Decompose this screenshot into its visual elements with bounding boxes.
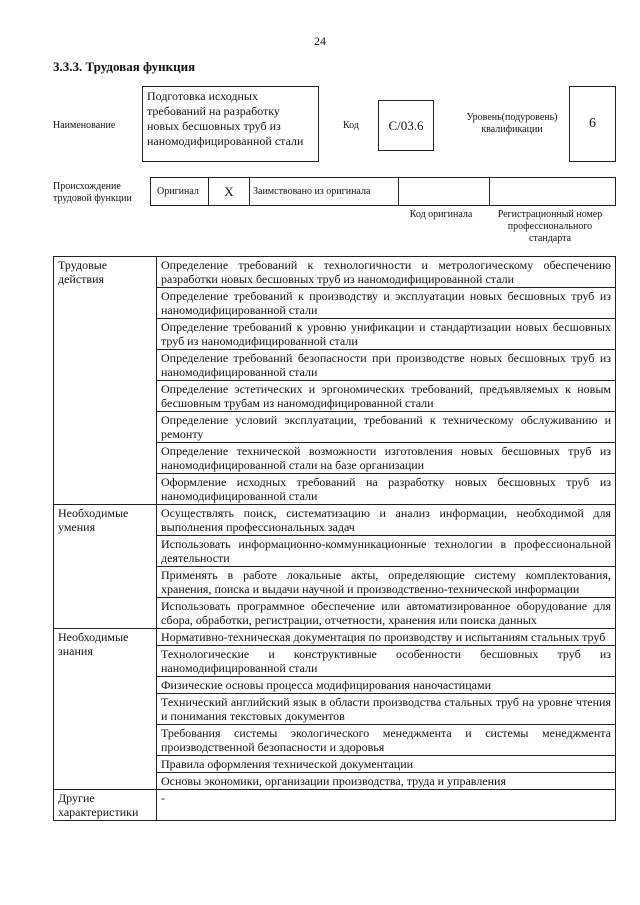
origin-label: Происхождение трудовой функции [53, 181, 132, 204]
table-cell: Определение условий эксплуатации, требований к техническому обслуживанию и ремонту [157, 412, 616, 443]
name-label: Наименование [53, 120, 116, 131]
section-title: 3.3.3. Трудовая функция [53, 59, 196, 74]
origin-row [150, 177, 616, 206]
function-table [53, 256, 616, 821]
section-title-cell: Трудовые действия [54, 257, 157, 505]
function-name-value: Подготовка исходных требований на разработку новых бесшовных труб из наномодифицированной стали [147, 89, 304, 148]
reg-number-caption: Регистрационный номер профессионального стандарта [497, 209, 603, 244]
code-original-cell [399, 178, 490, 205]
table-cell: Требования системы экологического менеджмента и системы менеджмента производственной безопасности и здоровья [157, 725, 616, 756]
level-label: Уровень(подуровень) квалификации [466, 112, 558, 135]
table-row [54, 505, 616, 536]
table-row [54, 629, 616, 646]
section-title-cell: Необходимые знания [54, 629, 157, 790]
table-cell: Физические основы процесса модифицирования наночастицами [157, 677, 616, 694]
section-title-cell: Другие характеристики [54, 790, 157, 821]
table-cell: Определение технической возможности изготовления новых бесшовных труб из наномодифицированной стали на базе организации [157, 443, 616, 474]
page-number: 24 [314, 34, 326, 48]
table-cell: Применять в работе локальные акты, определяющие систему комплектования, хранения, поиска и выдачи научной и производственно-технической информации [157, 567, 616, 598]
level-box [569, 86, 616, 162]
table-cell: Использовать программное обеспечение или автоматизированное оборудование для сбора, обработки, регистрации, отчетности, хранения или поиска данных [157, 598, 616, 629]
table-cell: - [157, 790, 616, 821]
level-value: 6 [589, 116, 596, 131]
code-label: Код [343, 120, 359, 131]
table-cell: Определение эстетических и эргономических требований, предъявляемых к новым бесшовным трубам из наномодифицированной стали [157, 381, 616, 412]
table-cell: Технический английский язык в области производства стальных труб на уровне чтения и понимания текстовых документов [157, 694, 616, 725]
table-cell: Технологические и конструктивные особенности бесшовных труб из наномодифицированной стали [157, 646, 616, 677]
table-cell: Определение требований безопасности при производстве новых бесшовных труб из наномодифицированной стали [157, 350, 616, 381]
borrowed-label: Заимствовано из оригинала [253, 185, 371, 197]
original-label: Оригинал [157, 185, 199, 197]
section-title-cell: Необходимые умения [54, 505, 157, 629]
code-value: C/03.6 [388, 117, 424, 133]
table-cell: Основы экономики, организации производства, труда и управления [157, 773, 616, 790]
table-cell: Определение требований к уровню унификации и стандартизации новых бесшовных труб из наномодифицированной стали [157, 319, 616, 350]
reg-number-cell [489, 178, 615, 205]
table-cell: Использовать информационно-коммуникационные технологии в профессиональной деятельности [157, 536, 616, 567]
table-cell: Правила оформления технической документации [157, 756, 616, 773]
function-name-box [142, 86, 319, 162]
table-cell: Определение требований к технологичности и метрологическому обеспечению разработки новых бесшовных труб из наномодифицированной стали [157, 257, 616, 288]
table-row [54, 257, 616, 288]
table-cell: Осуществлять поиск, систематизацию и анализ информации, необходимой для выполнения профессиональных задач [157, 505, 616, 536]
table-row [54, 790, 616, 821]
code-original-caption: Код оригинала [409, 209, 473, 220]
table-cell: Оформление исходных требований на разработку новых бесшовных труб из наномодифицированной стали [157, 474, 616, 505]
original-mark: X [224, 183, 234, 199]
table-cell: Определение требований к производству и эксплуатации новых бесшовных труб из наномодифицированной стали [157, 288, 616, 319]
code-box [378, 100, 434, 151]
table-cell: Нормативно-техническая документация по производству и испытаниям стальных труб [157, 629, 616, 646]
